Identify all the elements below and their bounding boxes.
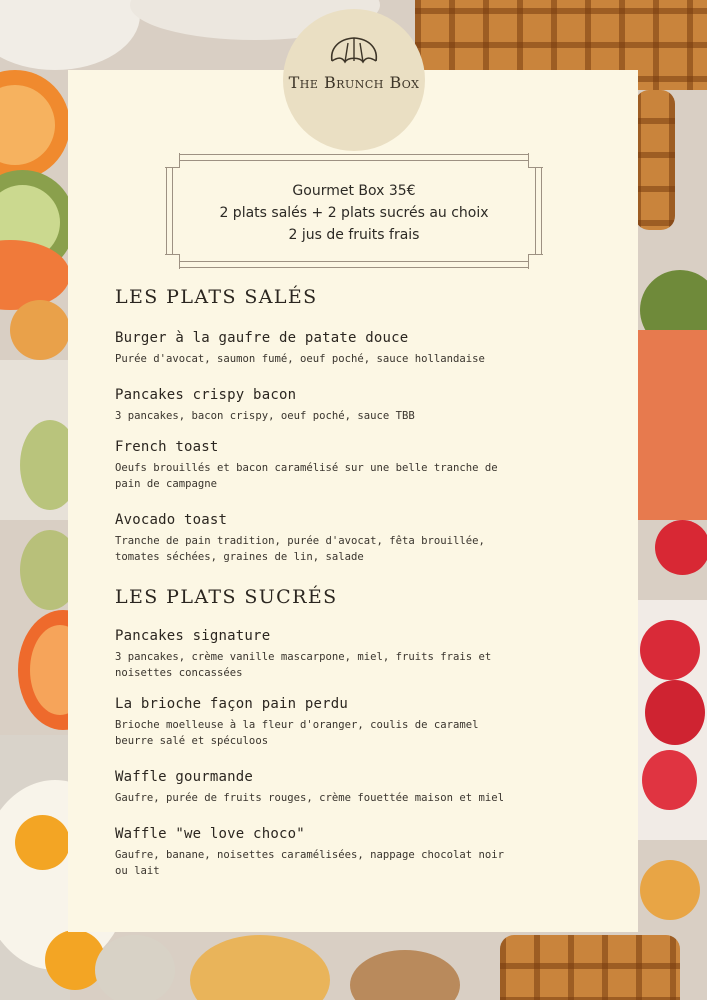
menu-item [115, 512, 515, 565]
menu-item-description: 3 pancakes, bacon crispy, oeuf poché, sauce TBB [115, 410, 415, 422]
menu-item-description: Gaufre, purée de fruits rouges, crème fouettée maison et miel [115, 792, 505, 804]
menu-item-name: Waffle gourmande [115, 769, 254, 785]
section-title-savory: LES PLATS SALÉS [115, 286, 318, 308]
menu-item [115, 628, 515, 681]
menu-item-name: Pancakes signature [115, 628, 271, 644]
menu-item-name: French toast [115, 439, 219, 455]
menu-item [115, 439, 515, 492]
menu-item-description: Oeufs brouillés et bacon caramélisé sur une belle tranche de pain de campagne [115, 462, 498, 490]
brand-name: The Brunch Box [288, 73, 420, 92]
menu-item-name: Avocado toast [115, 512, 228, 528]
menu-item [115, 696, 515, 749]
menu-item-name: Pancakes crispy bacon [115, 387, 297, 403]
menu-item-description: Brioche moelleuse à la fleur d'oranger, coulis de caramel beurre salé et spéculoos [115, 719, 479, 747]
menu-item [115, 387, 515, 424]
menu-item-name: Burger à la gaufre de patate douce [115, 330, 409, 346]
menu-item [115, 769, 515, 806]
menu-item-name: Waffle "we love choco" [115, 826, 305, 842]
offer-price-line: Gourmet Box 35€ [292, 183, 416, 199]
offer-plates-line: 2 plats salés + 2 plats sucrés au choix [219, 205, 489, 221]
section-title-sweet: LES PLATS SUCRÉS [115, 586, 338, 608]
menu-item-description: Purée d'avocat, saumon fumé, oeuf poché, sauce hollandaise [115, 353, 485, 365]
menu-item [115, 826, 515, 879]
brand-logo [283, 9, 425, 151]
menu-item-description: 3 pancakes, crème vanille mascarpone, miel, fruits frais et noisettes concassées [115, 651, 492, 679]
menu-item [115, 330, 515, 367]
offer-text [166, 180, 542, 246]
menu-item-description: Tranche de pain tradition, purée d'avocat, fêta brouillée, tomates séchées, graines de lin, salade [115, 535, 485, 563]
offer-juice-line: 2 jus de fruits frais [288, 227, 420, 243]
croissant-icon [328, 35, 380, 67]
offer-frame [166, 154, 542, 268]
menu-item-name: La brioche façon pain perdu [115, 696, 348, 712]
menu-item-description: Gaufre, banane, noisettes caramélisées, nappage chocolat noir ou lait [115, 849, 505, 877]
